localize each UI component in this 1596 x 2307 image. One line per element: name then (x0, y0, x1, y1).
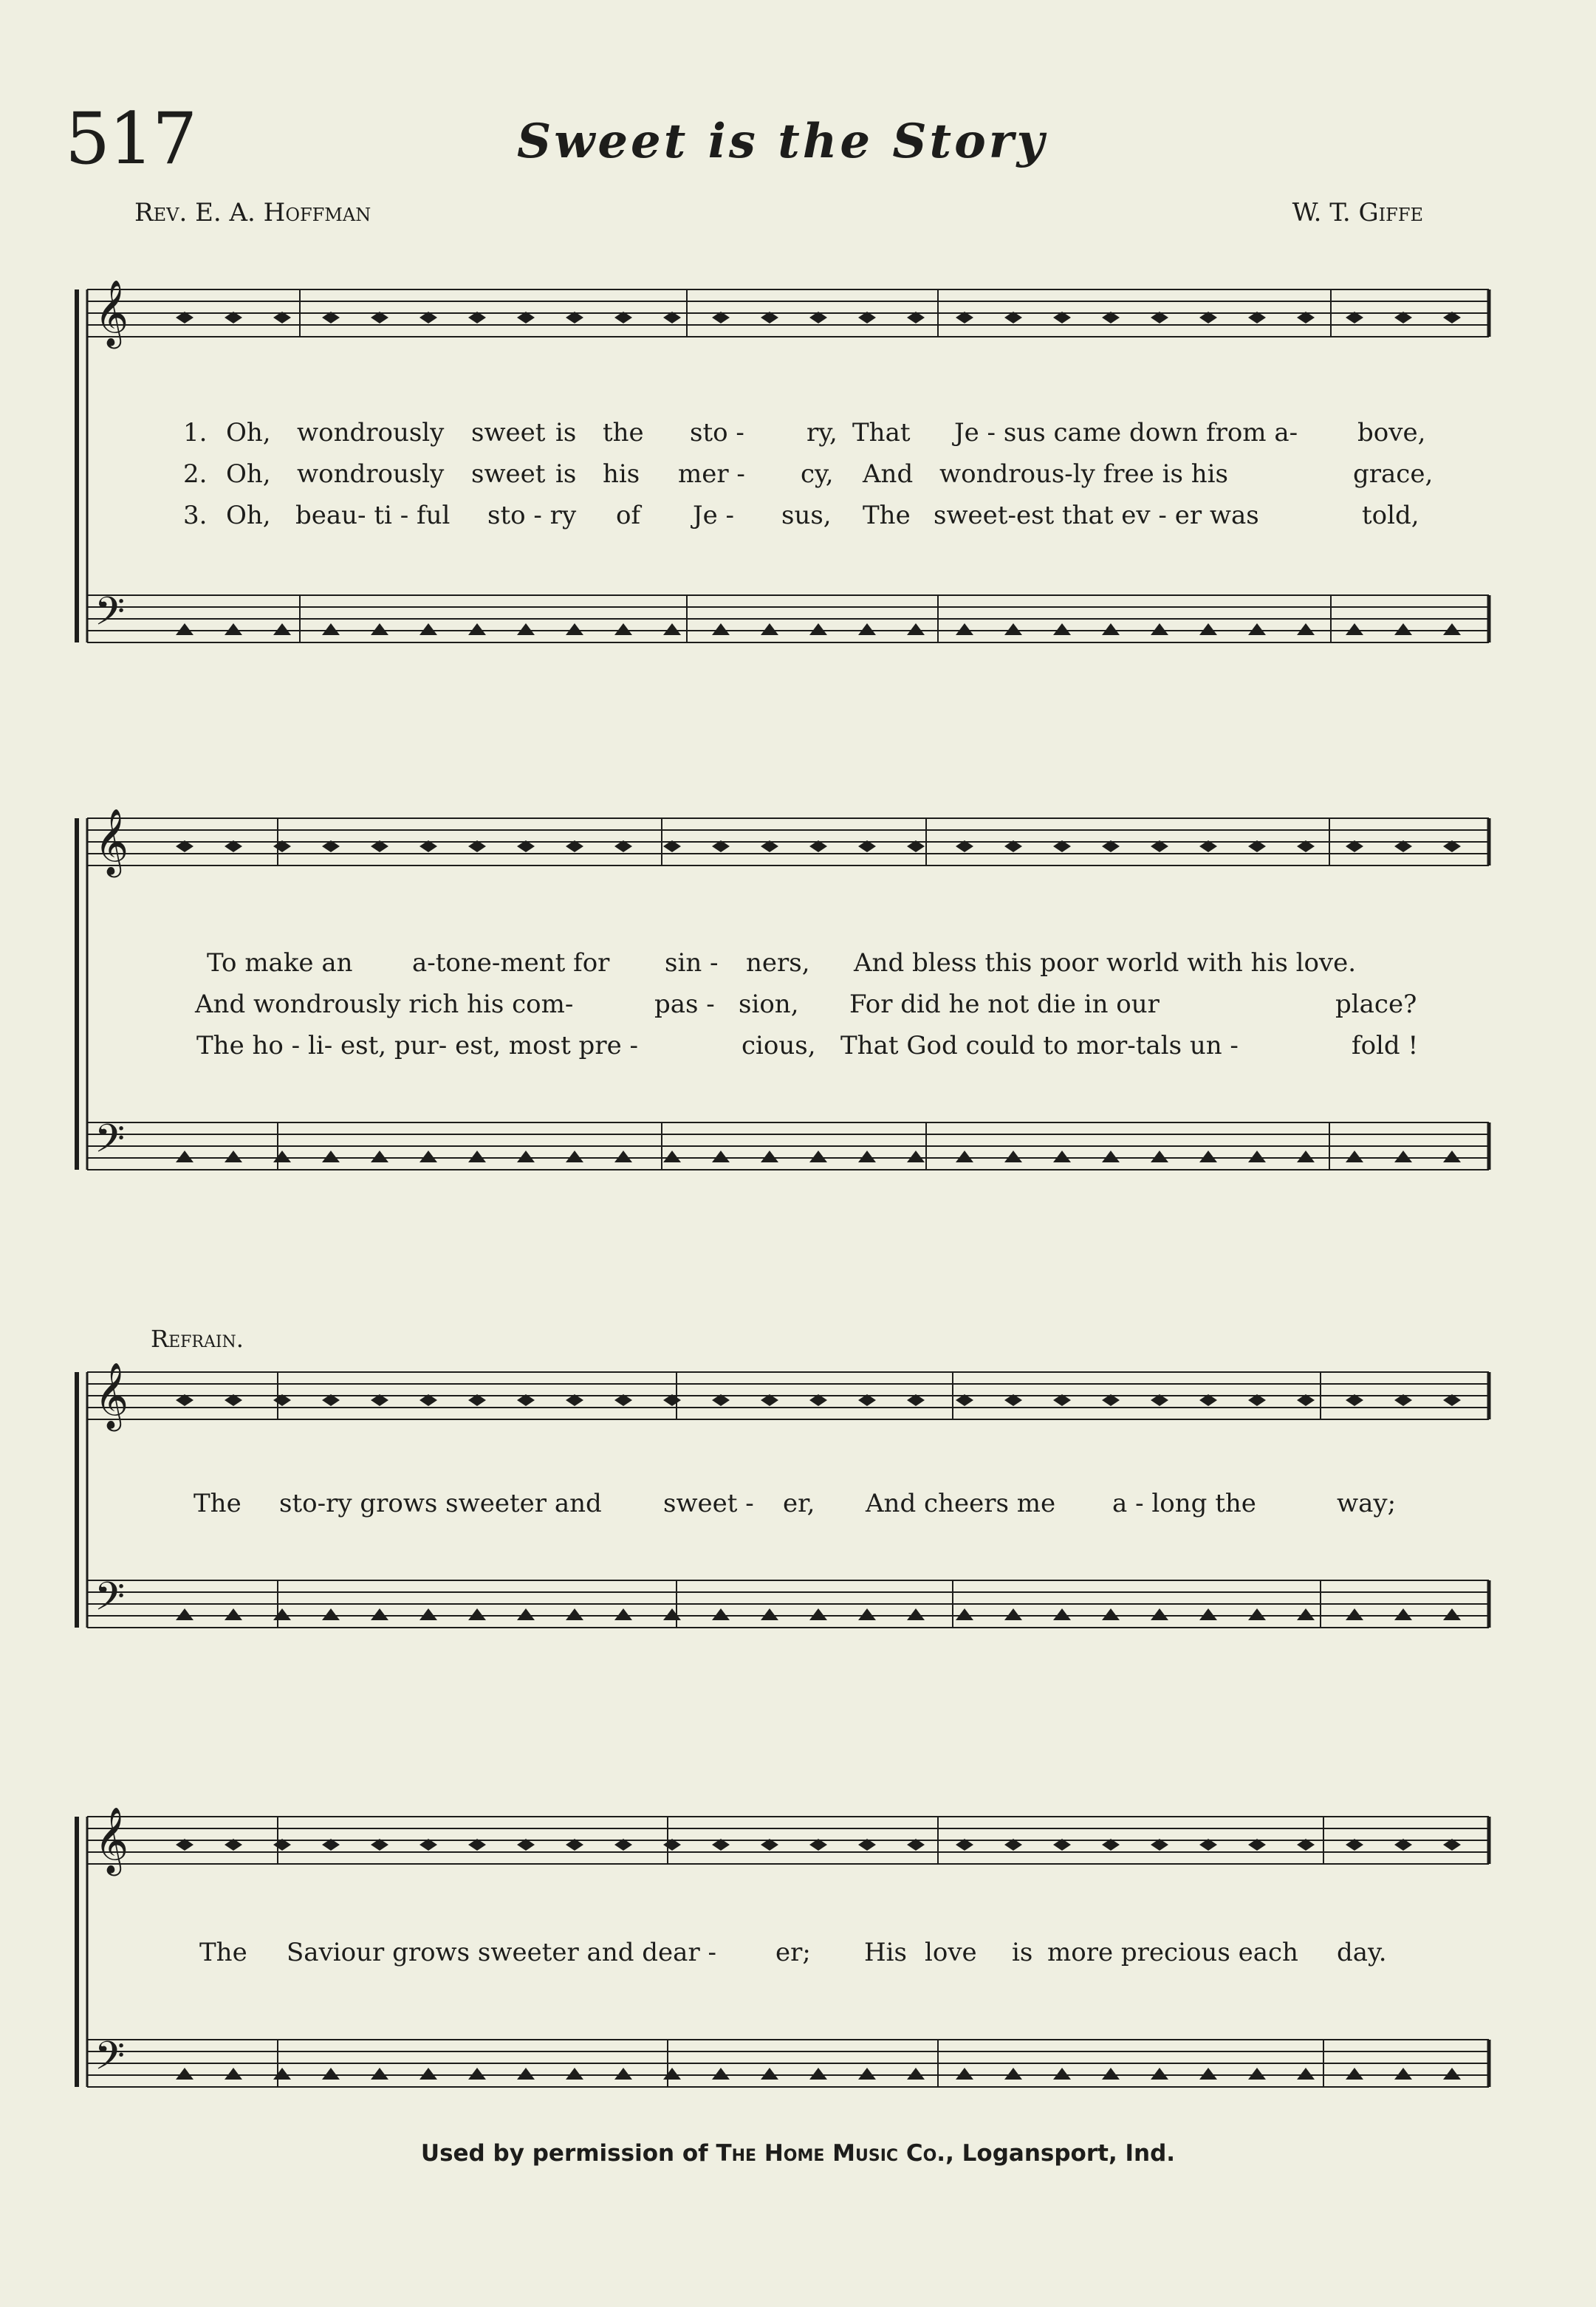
note-head (419, 1608, 437, 1620)
lyric-syllable: ry, (806, 418, 838, 448)
note-head (1053, 623, 1071, 635)
note-head (322, 2068, 340, 2080)
verse-1-line (0, 418, 1596, 453)
note-head (322, 1151, 340, 1162)
note-head (809, 623, 827, 635)
refrain-line-2 (0, 1938, 1596, 1973)
verse-number: 3. (183, 501, 208, 530)
lyric-syllable: Je - (693, 501, 735, 530)
lyric-syllable: a - long the (1112, 1489, 1256, 1518)
note-head (858, 2068, 876, 2080)
footer-prefix: Used by permission of (420, 2140, 708, 2167)
lyric-syllable: His (864, 1938, 907, 1967)
note-head (712, 1608, 730, 1620)
note-head (858, 1608, 876, 1620)
note-head (1297, 1608, 1315, 1620)
note-head (371, 1608, 388, 1620)
lyric-syllable: sto - ry (487, 501, 577, 530)
note-head (1102, 623, 1120, 635)
note-head (1394, 1151, 1412, 1162)
note-head (907, 2068, 925, 2080)
note-head (1248, 623, 1266, 635)
note-head (614, 1608, 632, 1620)
lyric-syllable: The (863, 501, 911, 530)
note-head (712, 623, 730, 635)
bass-clef-icon: 𝄢 (95, 2034, 126, 2088)
note-head (176, 623, 193, 635)
note-head (419, 1151, 437, 1162)
note-head (1004, 623, 1022, 635)
lyric-syllable: sto - (690, 418, 744, 448)
note-head (1346, 2068, 1363, 2080)
note-head (1151, 2068, 1168, 2080)
note-head (225, 623, 242, 635)
note-head (761, 1151, 778, 1162)
note-head (1151, 623, 1168, 635)
note-head (1199, 2068, 1217, 2080)
note-head (468, 623, 486, 635)
verse-number: 1. (183, 418, 208, 448)
note-head (712, 1151, 730, 1162)
note-head (1394, 2068, 1412, 2080)
lyric-syllable: cious, (742, 1031, 816, 1060)
lyric-syllable: is (555, 459, 577, 489)
note-head (1443, 1151, 1461, 1162)
lyric-syllable: Oh, (226, 418, 271, 448)
note-head (566, 623, 583, 635)
note-head (176, 2068, 193, 2080)
verse-1-line-b (0, 948, 1596, 984)
lyric-syllable: cy, (801, 459, 834, 489)
note-head (1004, 1608, 1022, 1620)
note-head (956, 2068, 973, 2080)
footer-suffix: , Logansport, Ind. (945, 2140, 1176, 2167)
note-head (1443, 2068, 1461, 2080)
note-head (517, 1151, 535, 1162)
note-head (322, 623, 340, 635)
lyric-syllable: sion, (739, 990, 799, 1019)
note-head (517, 623, 535, 635)
lyric-syllable: wondrous-ly free is his (939, 459, 1228, 489)
note-head (663, 1151, 681, 1162)
note-head (371, 2068, 388, 2080)
note-head (761, 623, 778, 635)
lyric-syllable: told, (1362, 501, 1419, 530)
refrain-line-1 (0, 1489, 1596, 1524)
lyric-syllable: The (199, 1938, 247, 1967)
composer: W. T. Giffe (1292, 198, 1423, 227)
lyric-syllable: beau- ti - ful (295, 501, 451, 530)
note-head (1297, 2068, 1315, 2080)
note-head (1248, 1608, 1266, 1620)
treble-clef-icon: 𝄞 (95, 809, 129, 875)
note-head (1151, 1608, 1168, 1620)
note-head (712, 2068, 730, 2080)
note-head (1053, 1151, 1071, 1162)
note-head (663, 1608, 681, 1620)
note-head (371, 623, 388, 635)
note-head (809, 2068, 827, 2080)
verse-2-line (0, 459, 1596, 495)
note-head (956, 1608, 973, 1620)
lyric-syllable: pas - (654, 990, 715, 1019)
note-head (1394, 623, 1412, 635)
lyric-syllable: sus, (781, 501, 832, 530)
note-head (1297, 1151, 1315, 1162)
lyric-syllable: wondrously (297, 418, 445, 448)
note-head (1199, 1151, 1217, 1162)
note-head (1443, 1608, 1461, 1620)
note-head (225, 1608, 242, 1620)
lyric-syllable: ners, (746, 948, 810, 978)
lyric-syllable: mer - (678, 459, 745, 489)
note-head (1443, 623, 1461, 635)
note-head (1151, 1151, 1168, 1162)
note-head (517, 2068, 535, 2080)
note-head (1199, 623, 1217, 635)
lyric-syllable: bove, (1357, 418, 1426, 448)
lyric-syllable: Saviour grows sweeter and dear - (287, 1938, 717, 1967)
lyric-syllable: way; (1337, 1489, 1397, 1518)
lyric-syllable: sin - (665, 948, 719, 978)
note-head (419, 623, 437, 635)
note-head (225, 2068, 242, 2080)
bass-clef-icon: 𝄢 (95, 589, 126, 644)
note-head (176, 1151, 193, 1162)
lyric-syllable: Oh, (226, 459, 271, 489)
bass-clef-icon: 𝄢 (95, 1117, 126, 1171)
note-head (907, 1608, 925, 1620)
permission-footer (0, 2140, 1596, 2167)
note-head (614, 2068, 632, 2080)
lyric-syllable: And (863, 459, 914, 489)
note-head (566, 1151, 583, 1162)
lyric-syllable: more precious each (1047, 1938, 1298, 1967)
lyric-syllable: sto-ry grows sweeter and (279, 1489, 602, 1518)
lyric-syllable: grace, (1353, 459, 1434, 489)
note-head (809, 1151, 827, 1162)
lyric-syllable: Oh, (226, 501, 271, 530)
lyric-syllable: The (193, 1489, 242, 1518)
verse-number: 2. (183, 459, 208, 489)
note-head (1102, 2068, 1120, 2080)
bass-clef-icon: 𝄢 (95, 1574, 126, 1629)
note-head (809, 1608, 827, 1620)
lyric-syllable: For did he not die in our (849, 990, 1160, 1019)
lyric-syllable: of (616, 501, 641, 530)
lyric-syllable: And cheers me (866, 1489, 1056, 1518)
note-head (858, 1151, 876, 1162)
note-head (273, 1151, 291, 1162)
hymn-title: Sweet is the Story (517, 114, 1047, 169)
hymn-number: 517 (65, 97, 196, 180)
note-head (761, 1608, 778, 1620)
note-head (614, 1151, 632, 1162)
treble-clef-icon: 𝄞 (95, 1807, 129, 1874)
note-head (1297, 623, 1315, 635)
lyric-syllable: Je - sus came down from a- (954, 418, 1298, 448)
lyric-syllable: place? (1335, 990, 1417, 1019)
note-head (956, 1151, 973, 1162)
lyric-syllable: And wondrously rich his com- (195, 990, 574, 1019)
note-head (761, 2068, 778, 2080)
note-head (1053, 2068, 1071, 2080)
note-head (907, 623, 925, 635)
lyric-syllable: That (852, 418, 911, 448)
lyric-syllable: sweet (471, 459, 546, 489)
note-head (956, 623, 973, 635)
lyric-syllable: That God could to mor-tals un - (840, 1031, 1239, 1060)
note-head (907, 1151, 925, 1162)
refrain-label: Refrain. (151, 1325, 244, 1353)
note-head (663, 2068, 681, 2080)
lyric-syllable: And bless this poor world with his love. (854, 948, 1357, 978)
note-head (273, 2068, 291, 2080)
note-head (517, 1608, 535, 1620)
lyric-syllable: To make an (207, 948, 353, 978)
lyric-syllable: the (603, 418, 644, 448)
lyric-syllable: fold ! (1352, 1031, 1419, 1060)
lyric-syllable: sweet (471, 418, 546, 448)
note-head (1346, 1608, 1363, 1620)
note-head (663, 623, 681, 635)
lyric-syllable: day. (1337, 1938, 1387, 1967)
note-head (1248, 2068, 1266, 2080)
verse-2-line-b (0, 990, 1596, 1025)
note-head (1004, 2068, 1022, 2080)
lyric-syllable: er, (783, 1489, 815, 1518)
verse-3-line-b (0, 1031, 1596, 1066)
footer-publisher: The Home Music Co. (716, 2140, 946, 2167)
verse-3-line (0, 501, 1596, 536)
note-head (1346, 1151, 1363, 1162)
lyric-syllable: a-tone-ment for (412, 948, 610, 978)
note-head (468, 1608, 486, 1620)
note-head (614, 623, 632, 635)
treble-clef-icon: 𝄞 (95, 1362, 129, 1429)
note-head (468, 1151, 486, 1162)
lyric-syllable: er; (775, 1938, 811, 1967)
note-head (566, 2068, 583, 2080)
note-head (1346, 623, 1363, 635)
note-head (566, 1608, 583, 1620)
lyric-syllable: The ho - li- est, pur- est, most pre - (196, 1031, 638, 1060)
note-head (419, 2068, 437, 2080)
lyric-syllable: is (555, 418, 577, 448)
note-head (1394, 1608, 1412, 1620)
note-head (273, 623, 291, 635)
note-head (1102, 1151, 1120, 1162)
note-head (1053, 1608, 1071, 1620)
lyricist: Rev. E. A. Hoffman (134, 198, 371, 227)
note-head (225, 1151, 242, 1162)
lyric-syllable: is (1012, 1938, 1033, 1967)
lyric-syllable: sweet-est that ev - er was (934, 501, 1259, 530)
note-head (371, 1151, 388, 1162)
lyric-syllable: sweet - (663, 1489, 754, 1518)
note-head (858, 623, 876, 635)
note-head (1199, 1608, 1217, 1620)
note-head (322, 1608, 340, 1620)
note-head (1004, 1151, 1022, 1162)
note-head (1102, 1608, 1120, 1620)
note-head (468, 2068, 486, 2080)
lyric-syllable: wondrously (297, 459, 445, 489)
lyric-syllable: love (925, 1938, 977, 1967)
note-head (273, 1608, 291, 1620)
treble-clef-icon: 𝄞 (95, 280, 129, 346)
note-head (1248, 1151, 1266, 1162)
lyric-syllable: his (603, 459, 640, 489)
note-head (176, 1608, 193, 1620)
